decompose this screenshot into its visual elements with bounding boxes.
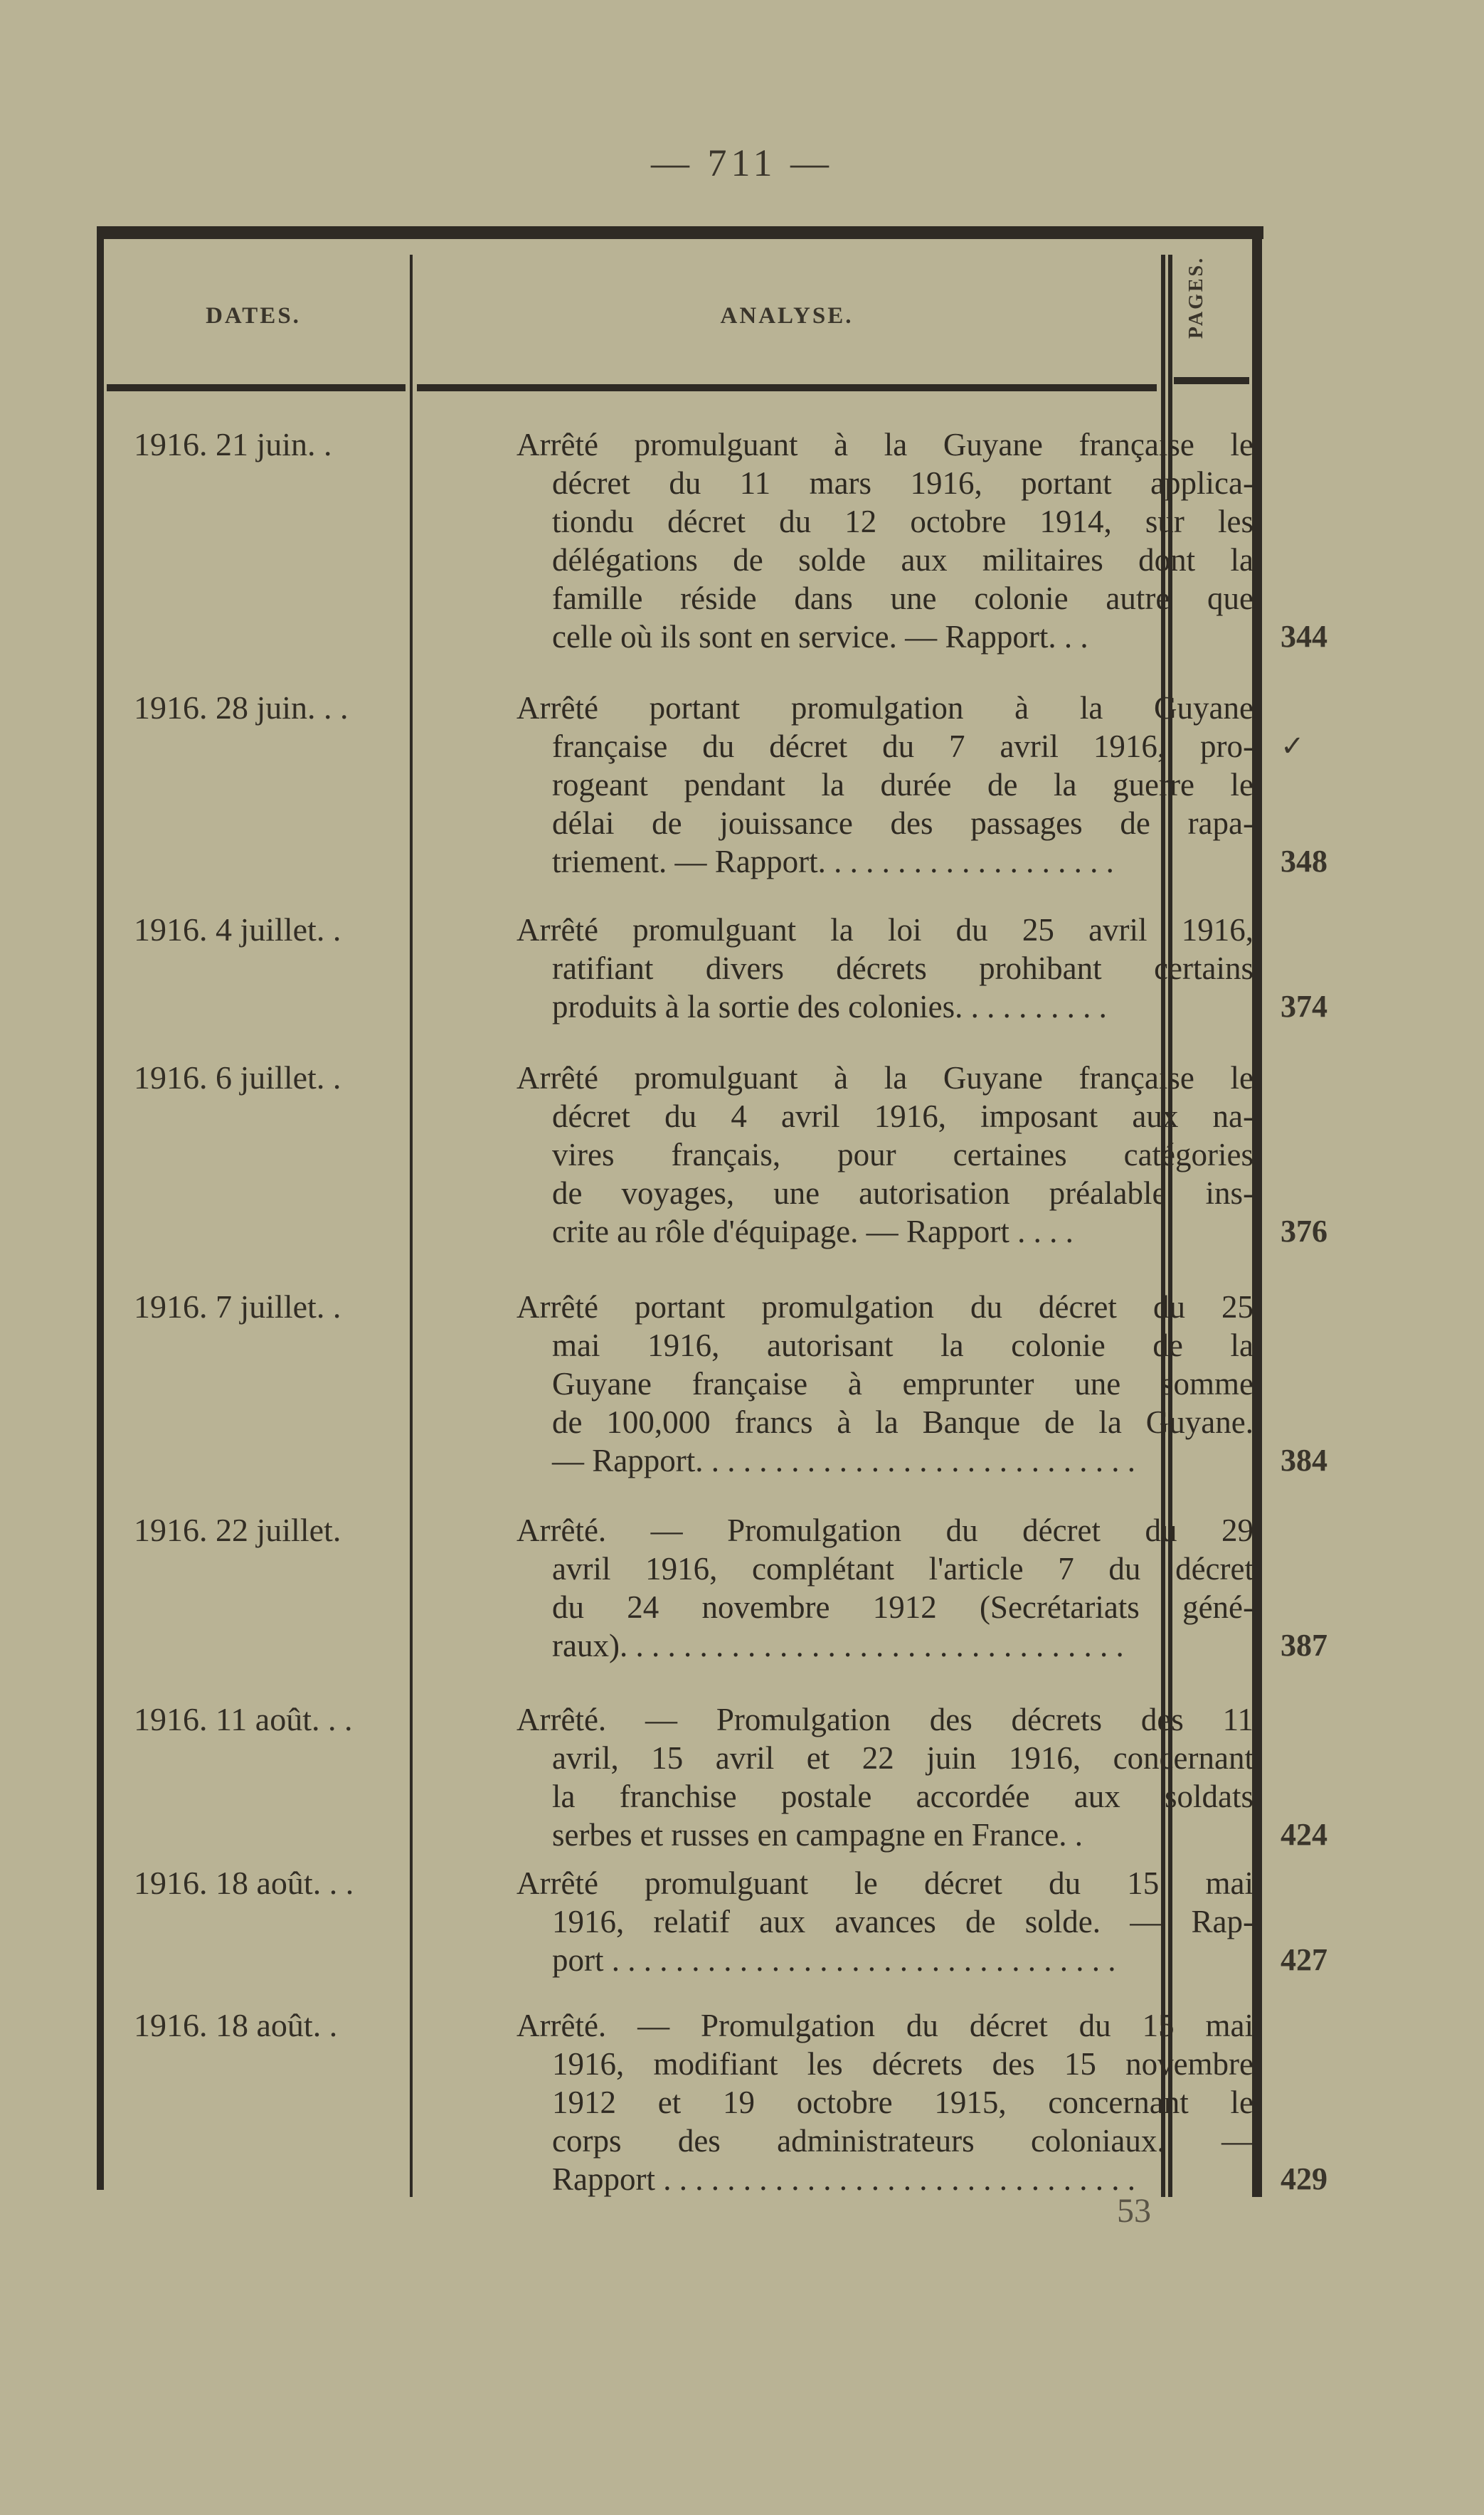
analysis-line: Arrêté portant promulgation du décret du 25 bbox=[516, 1289, 1254, 1325]
header-rule-dates bbox=[107, 384, 406, 391]
analysis-line: Arrêté promulguant à la Guyane française le bbox=[516, 427, 1254, 462]
row-date: 1916. 22 juillet. bbox=[134, 1512, 341, 1548]
analysis-line: Arrêté. — Promulgation du décret du 29 bbox=[516, 1513, 1254, 1548]
row-page-ref: 387 bbox=[1281, 1628, 1327, 1663]
row-date: 1916. 7 juillet. . bbox=[134, 1288, 341, 1325]
header-analyse: ANALYSE. bbox=[720, 303, 854, 329]
row-analysis bbox=[516, 425, 1254, 656]
header-pages: PAGES. bbox=[1185, 255, 1207, 339]
analysis-line: française du décret du 7 avril 1916, pro- bbox=[552, 729, 1254, 764]
analysis-line: rogeant pendant la durée de la guerre le bbox=[552, 767, 1254, 803]
analysis-line: Arrêté. — Promulgation du décret du 15 mai bbox=[516, 2008, 1254, 2043]
analysis-line: décret du 11 mars 1916, portant applica- bbox=[552, 465, 1254, 501]
analysis-line: 1916, modifiant les décrets des 15 novembre bbox=[552, 2046, 1254, 2082]
row-date: 1916. 4 juillet. . bbox=[134, 911, 341, 948]
analysis-line: port . . . . . . . . . . . . . . . . . . . . . . . . . . . . . . . . bbox=[552, 1942, 1116, 1978]
row-page-ref: 424 bbox=[1281, 1817, 1327, 1852]
analysis-line: vires français, pour certaines catégories bbox=[552, 1137, 1254, 1172]
row-analysis bbox=[516, 689, 1254, 881]
top-rule bbox=[97, 226, 1263, 239]
analysis-line: — Rapport. . . . . . . . . . . . . . . . . . . . . . . . . . . . bbox=[552, 1443, 1135, 1478]
analysis-line: Rapport . . . . . . . . . . . . . . . . . . . . . . . . . . . . . . bbox=[552, 2161, 1135, 2197]
row-page-ref: 374 bbox=[1281, 989, 1327, 1024]
analysis-line: raux). . . . . . . . . . . . . . . . . . . . . . . . . . . . . . . . bbox=[552, 1628, 1124, 1663]
page-number: — 711 — bbox=[651, 142, 833, 184]
analysis-line: produits à la sortie des colonies. . . . . . . . . . bbox=[552, 989, 1107, 1024]
check-mark-icon: ✓ bbox=[1281, 730, 1305, 762]
analysis-line: tiondu décret du 12 octobre 1914, sur les bbox=[552, 504, 1254, 539]
signature-mark: 53 bbox=[1117, 2192, 1151, 2230]
analysis-line: 1912 et 19 octobre 1915, concernant le bbox=[552, 2085, 1254, 2120]
row-page-ref: 427 bbox=[1281, 1942, 1327, 1977]
analysis-line: Arrêté promulguant la loi du 25 avril 1916, bbox=[516, 912, 1254, 948]
row-page-ref: 429 bbox=[1281, 2161, 1327, 2196]
row-date: 1916. 21 juin. . bbox=[134, 426, 332, 462]
analysis-line: famille réside dans une colonie autre que bbox=[552, 581, 1254, 616]
analysis-line: du 24 novembre 1912 (Secrétariats géné- bbox=[552, 1589, 1254, 1625]
row-date: 1916. 6 juillet. . bbox=[134, 1059, 341, 1096]
analysis-line: ratifiant divers décrets prohibant certains bbox=[552, 951, 1254, 986]
dates-divider bbox=[410, 255, 413, 2197]
row-page-ref: 376 bbox=[1281, 1214, 1327, 1249]
row-analysis bbox=[516, 1059, 1254, 1251]
analysis-line: de voyages, une autorisation préalable ins- bbox=[552, 1175, 1254, 1211]
analysis-line: celle où ils sont en service. — Rapport. . . bbox=[552, 619, 1088, 655]
row-date: 1916. 11 août. . . bbox=[134, 1701, 353, 1737]
row-date: 1916. 18 août. . bbox=[134, 2007, 338, 2043]
header-rule-analyse bbox=[417, 384, 1157, 391]
header-dates: DATES. bbox=[206, 303, 301, 329]
left-border bbox=[97, 226, 104, 2190]
analysis-line: décret du 4 avril 1916, imposant aux na- bbox=[552, 1098, 1254, 1134]
analysis-line: serbes et russes en campagne en France. . bbox=[552, 1817, 1083, 1853]
analysis-line: Arrêté portant promulgation à la Guyane bbox=[516, 690, 1254, 726]
analysis-line: 1916, relatif aux avances de solde. — Rap- bbox=[552, 1904, 1254, 1939]
analysis-line: mai 1916, autorisant la colonie de la bbox=[552, 1328, 1254, 1363]
analysis-line: délégations de solde aux militaires dont la bbox=[552, 542, 1254, 578]
row-analysis bbox=[516, 911, 1254, 1026]
header-rule-pages bbox=[1174, 377, 1249, 384]
row-date: 1916. 28 juin. . . bbox=[134, 689, 349, 726]
analysis-line: Arrêté promulguant le décret du 15 mai bbox=[516, 1865, 1254, 1901]
row-page-ref: 344 bbox=[1281, 619, 1327, 654]
analysis-line: la franchise postale accordée aux soldats bbox=[552, 1779, 1254, 1814]
right-border bbox=[1252, 226, 1262, 2197]
row-analysis bbox=[516, 1511, 1254, 1665]
analysis-line: Arrêté promulguant à la Guyane française le bbox=[516, 1060, 1254, 1096]
analysis-line: avril 1916, complétant l'article 7 du décret bbox=[552, 1551, 1254, 1587]
row-page-ref: 348 bbox=[1281, 844, 1327, 879]
analysis-line: crite au rôle d'équipage. — Rapport . . . . bbox=[552, 1214, 1074, 1249]
row-analysis bbox=[516, 1700, 1254, 1854]
row-analysis bbox=[516, 1288, 1254, 1480]
analysis-line: de 100,000 francs à la Banque de la Guyane. bbox=[552, 1404, 1254, 1440]
row-analysis bbox=[516, 1864, 1254, 1979]
row-analysis bbox=[516, 2006, 1254, 2198]
analysis-line: délai de jouissance des passages de rapa- bbox=[552, 805, 1254, 841]
analysis-line: Guyane française à emprunter une somme bbox=[552, 1366, 1254, 1402]
analysis-line: avril, 15 avril et 22 juin 1916, concernant bbox=[552, 1740, 1254, 1776]
analysis-line: triement. — Rapport. . . . . . . . . . . . . . . . . . . bbox=[552, 844, 1114, 879]
analysis-line: corps des administrateurs coloniaux. — bbox=[552, 2123, 1254, 2159]
row-page-ref: 384 bbox=[1281, 1443, 1327, 1478]
row-date: 1916. 18 août. . . bbox=[134, 1865, 354, 1901]
analysis-line: Arrêté. — Promulgation des décrets des 11 bbox=[516, 1702, 1254, 1737]
